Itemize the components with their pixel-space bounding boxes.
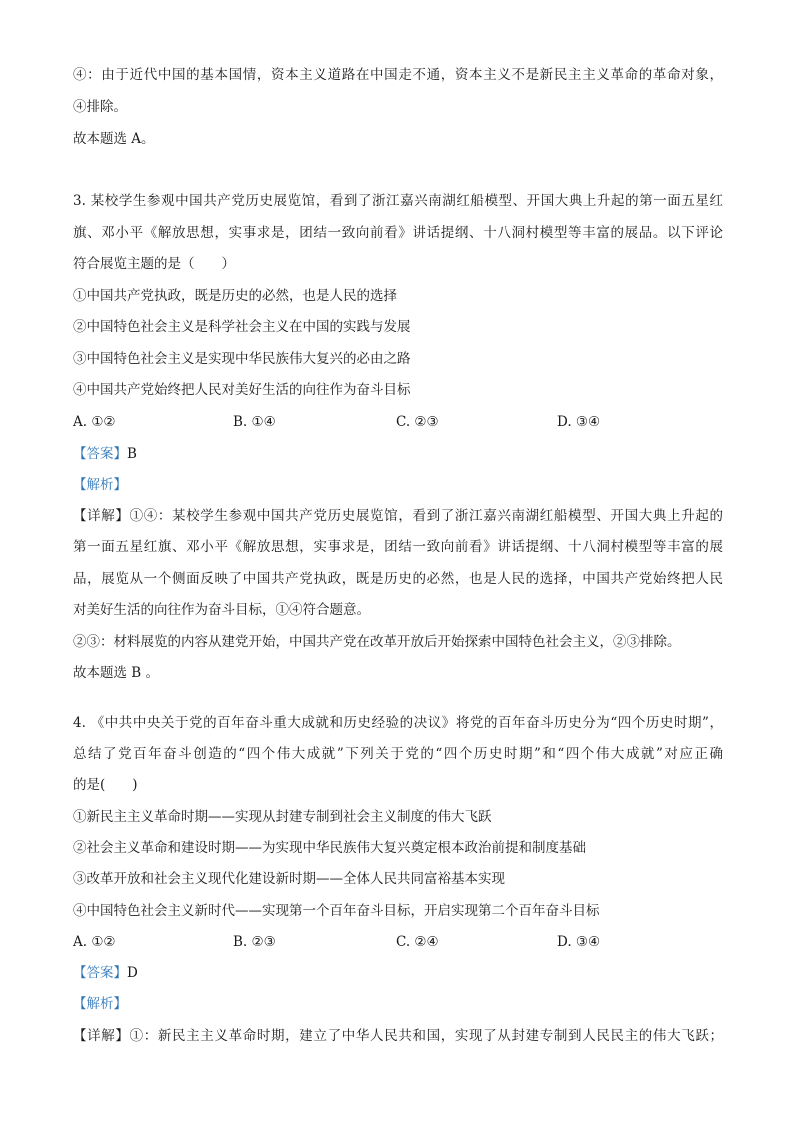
q3-detail-line3: 品，展览从一个侧面反映了中国共产党执政，既是历史的必然，也是人民的选择，中国共产党始终把人民 — [73, 571, 723, 587]
q4-choice-c: C. ②④ — [396, 934, 439, 950]
q3-item-4: ④中国共产党始终把人民对美好生活的向往作为奋斗目标 — [73, 382, 411, 398]
q2-conclusion: 故本题选 A。 — [73, 131, 155, 147]
q4-item-3: ③改革开放和社会主义现代化建设新时期——全体人民共同富裕基本实现 — [73, 871, 505, 887]
q4-analysis-label — [73, 995, 127, 1013]
q3-answer-value: B — [127, 446, 137, 462]
q3-detail-text1: ①④：某校学生参观中国共产党历史展览馆，看到了浙江嘉兴南湖红船模型、开国大典上升起的 — [129, 508, 723, 524]
q4-detail-text1: ①：新民主主义革命时期，建立了中华人民共和国，实现了从封建专制到人民民主的伟大飞跃； — [129, 1028, 723, 1044]
q3-answer-label: 【答案】 — [73, 446, 127, 462]
q4-analysis-text: 【解析】 — [73, 996, 127, 1012]
q3-choice-b: B. ①④ — [233, 414, 276, 430]
q3-analysis-text: 【解析】 — [73, 477, 127, 493]
q3-answer — [73, 445, 137, 463]
q3-analysis-label — [73, 476, 127, 494]
q3-item-3: ③中国特色社会主义是实现中华民族伟大复兴的必由之路 — [73, 351, 411, 367]
q2-explanation — [73, 66, 723, 84]
q4-detail-line1 — [73, 1027, 723, 1045]
q4-choice-d: D. ③④ — [557, 934, 601, 950]
q3-choice-d: D. ③④ — [557, 414, 601, 430]
q4-detail-label: 【详解】 — [73, 1028, 130, 1044]
q4-stem-line3: 的是( ) — [73, 777, 138, 793]
q4-choice-b: B. ②③ — [233, 934, 276, 950]
q4-choice-a: A. ①② — [73, 934, 116, 950]
q3-detail-label: 【详解】 — [73, 508, 130, 524]
q4-stem-block2 — [73, 745, 723, 763]
q4-answer — [73, 964, 138, 982]
q3-stem-block2 — [73, 224, 723, 242]
q3-conclusion: 故本题选 B 。 — [73, 665, 160, 681]
q3-stem-line2: 旗、邓小平《解放思想，实事求是，团结一致向前看》讲话提纲、十八洞村模型等丰富的展品。以下评论 — [73, 225, 723, 241]
q3-stem-line3: 符合展览主题的是（ ） — [73, 256, 235, 272]
q3-choice-a: A. ①② — [73, 414, 116, 430]
q4-detail-block — [73, 1027, 723, 1045]
q3-detail-line4: 对美好生活的向往作为奋斗目标，①④符合题意。 — [73, 602, 370, 618]
q2-explanation-line2: ④排除。 — [73, 99, 127, 115]
q4-answer-label: 【答案】 — [73, 965, 127, 981]
q3-stem-line1: 3. 某校学生参观中国共产党历史展览馆，看到了浙江嘉兴南湖红船模型、开国大典上升起的第一面五星红 — [73, 193, 723, 209]
q3-stem — [73, 192, 723, 210]
q4-stem-line2: 总结了党百年奋斗创造的“四个伟大成就”下列关于党的“四个历史时期”和“四个伟大成就”对应正确 — [73, 746, 723, 762]
q4-answer-value: D — [127, 965, 138, 981]
q3-item-2: ②中国特色社会主义是科学社会主义在中国的实践与发展 — [73, 319, 411, 335]
q3-detail-block2 — [73, 538, 723, 556]
q4-stem — [73, 714, 723, 732]
q2-explanation-line1: ④：由于近代中国的基本国情，资本主义道路在中国走不通，资本主义不是新民主主义革命的革命对象， — [73, 67, 723, 83]
q4-item-1: ①新民主主义革命时期——实现从封建专制到社会主义制度的伟大飞跃 — [73, 809, 492, 825]
q3-choice-c: C. ②③ — [396, 414, 439, 430]
q3-item-1: ①中国共产党执政，既是历史的必然，也是人民的选择 — [73, 288, 397, 304]
q4-item-4: ④中国特色社会主义新时代——实现第一个百年奋斗目标，开启实现第二个百年奋斗目标 — [73, 903, 600, 919]
q3-detail-block — [73, 507, 723, 525]
q4-item-2: ②社会主义革命和建设时期——为实现中华民族伟大复兴奠定根本政治前提和制度基础 — [73, 840, 586, 856]
q3-detail-line2: 第一面五星红旗、邓小平《解放思想，实事求是，团结一致向前看》讲话提纲、十八洞村模型等丰富的展 — [73, 539, 723, 555]
q4-stem-line1: 4. 《中共中央关于党的百年奋斗重大成就和历史经验的决议》将党的百年奋斗历史分为“四个历史时期”， — [73, 715, 723, 731]
q3-detail-line1 — [73, 507, 723, 525]
q3-detail-line5: ②③：材料展览的内容从建党开始，中国共产党在改革开放后开始探索中国特色社会主义，②③排除。 — [73, 634, 681, 650]
q3-detail-block3 — [73, 570, 723, 588]
